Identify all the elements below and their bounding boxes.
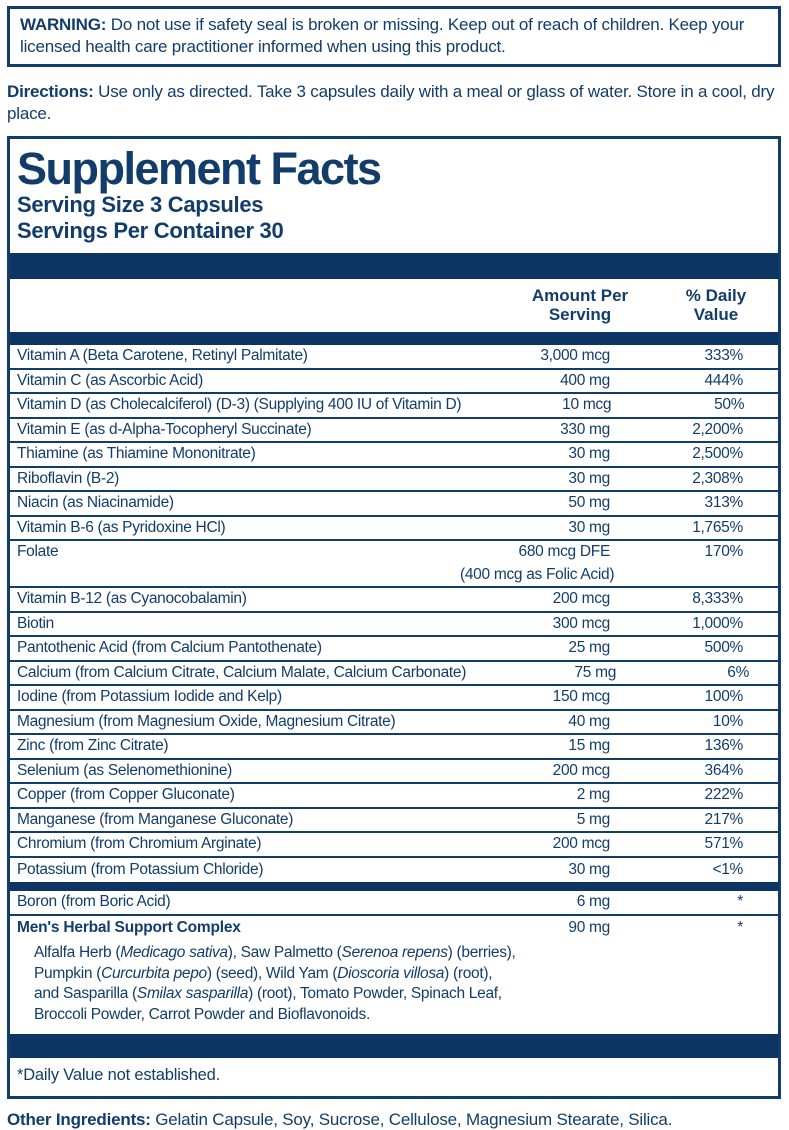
nutrient-daily-value: * [737, 918, 743, 936]
latin-name: Medicago sativa [120, 944, 228, 961]
nutrient-amount: 2 mg [576, 786, 610, 803]
nutrient-daily-value: 313% [704, 494, 743, 511]
description-text: ) (root), [444, 964, 493, 982]
nutrient-row [10, 686, 778, 711]
nutrient-row [10, 588, 778, 613]
nutrient-name: Copper (from Copper Gluconate) [17, 786, 235, 803]
nutrient-row [10, 858, 778, 883]
nutrient-name: Chromium (from Chromium Arginate) [17, 835, 262, 852]
nutrient-name: Calcium (from Calcium Citrate, Calcium Malate, Calcium Carbonate) [17, 663, 467, 681]
nutrient-row [10, 833, 778, 858]
nutrient-amount-line2: (400 mcg as Folic Acid) [460, 565, 615, 583]
latin-name: Curcurbita pepo [101, 964, 207, 982]
other-ingredients-label: Other Ingredients: [7, 1110, 151, 1129]
nutrient-daily-value: * [737, 893, 743, 910]
nutrient-daily-value: 136% [704, 737, 743, 754]
nutrient-name: Niacin (as Niacinamide) [17, 494, 174, 511]
supplement-facts-title: Supplement Facts [17, 143, 381, 194]
nutrient-row [10, 891, 778, 916]
description-text: Pumpkin ( [34, 964, 102, 982]
description-text: ) (root), Tomato Powder, Spinach Leaf, [248, 985, 502, 1002]
nutrient-daily-value: 50% [714, 396, 745, 413]
nutrient-name: Folate [17, 543, 59, 560]
nutrient-name: Boron (from Boric Acid) [17, 893, 171, 910]
nutrient-amount: 10 mcg [562, 396, 612, 413]
nutrient-amount: 330 mg [560, 420, 610, 438]
nutrient-amount: 300 mcg [552, 614, 610, 632]
daily-value-footnote: *Daily Value not established. [17, 1066, 221, 1084]
nutrient-name: Selenium (as Selenomethionine) [17, 761, 233, 779]
nutrient-name: Vitamin E (as d-Alpha-Tocopheryl Succinate) [17, 420, 312, 438]
description-text: ) (berries), [447, 944, 516, 961]
warning-label: WARNING: [20, 15, 107, 34]
nutrient-daily-value: 571% [704, 835, 743, 852]
supplement-facts-header [10, 139, 778, 253]
nutrient-name: Vitamin A (Beta Carotene, Retinyl Palmitate) [17, 347, 308, 364]
nutrient-row [10, 419, 778, 444]
nutrient-name: Vitamin B-6 (as Pyridoxine HCl) [17, 518, 226, 536]
nutrient-daily-value: 1,765% [692, 518, 743, 536]
nutrient-name: Zinc (from Zinc Citrate) [17, 737, 169, 754]
nutrient-name: Pantothenic Acid (from Calcium Pantothenate) [17, 639, 322, 656]
nutrient-daily-value: 2,308% [692, 469, 743, 487]
nutrient-amount: 200 mcg [552, 835, 610, 852]
directions-text: Use only as directed. Take 3 capsules daily with a meal or glass of water. Store in a cool, dry place. [7, 82, 775, 123]
facts-rows [10, 345, 778, 1034]
nutrient-amount: 90 mg [568, 918, 610, 936]
nutrient-daily-value: 10% [712, 712, 743, 730]
nutrient-daily-value: <1% [712, 860, 743, 878]
nutrient-amount: 30 mg [568, 860, 610, 878]
nutrient-name: Iodine (from Potassium Iodide and Kelp) [17, 688, 282, 705]
nutrient-amount: 30 mg [568, 518, 610, 536]
nutrient-amount: 400 mg [560, 371, 610, 389]
column-header-daily-value: % Daily Value [685, 286, 747, 324]
nutrient-daily-value: 2,500% [692, 445, 743, 462]
nutrient-row [10, 916, 778, 941]
description-text: ), Saw Palmetto ( [227, 944, 342, 961]
nutrient-row [10, 760, 778, 785]
nutrient-row [10, 637, 778, 662]
nutrient-row [10, 345, 778, 370]
nutrient-daily-value: 500% [704, 639, 743, 656]
nutrient-daily-value: 333% [704, 347, 743, 364]
nutrient-row [10, 443, 778, 468]
nutrient-amount-line1: 680 mcg DFE [518, 543, 610, 560]
nutrient-amount: 150 mcg [552, 688, 610, 705]
latin-name: Serenoa repens [341, 944, 448, 961]
supplement-facts-panel [7, 136, 781, 1099]
description-text: ) (seed), Wild Yam ( [206, 964, 338, 982]
latin-name: Smilax sasparilla [136, 985, 249, 1002]
nutrient-daily-value: 6% [727, 663, 750, 681]
directions [7, 81, 781, 124]
description-text: Broccoli Powder, Carrot Powder and Bioflavonoids. [34, 1005, 370, 1023]
divider-bar-header [10, 332, 778, 345]
nutrient-name: Men's Herbal Support Complex [17, 918, 241, 936]
nutrient-row [10, 394, 778, 419]
divider-bar-bottom [10, 1034, 778, 1058]
nutrient-daily-value: 364% [704, 761, 743, 779]
description-text: and Sasparilla ( [34, 985, 137, 1002]
nutrient-daily-value: 1,000% [692, 614, 743, 632]
nutrient-daily-value: 170% [704, 543, 743, 560]
nutrient-amount: 5 mg [576, 810, 610, 828]
nutrient-amount: 3,000 mcg [540, 347, 610, 364]
other-ingredients [7, 1109, 781, 1130]
nutrient-row [10, 492, 778, 517]
nutrient-daily-value: 222% [704, 786, 743, 803]
nutrient-name: Vitamin C (as Ascorbic Acid) [17, 371, 203, 389]
nutrient-row [10, 370, 778, 395]
nutrient-amount [460, 541, 615, 586]
nutrient-amount: 25 mg [568, 639, 610, 656]
nutrient-row [10, 662, 778, 687]
latin-name: Dioscoria villosa [337, 964, 445, 982]
nutrient-name: Vitamin B-12 (as Cyanocobalamin) [17, 590, 247, 607]
nutrient-daily-value: 444% [704, 371, 743, 389]
description-text: Alfalfa Herb ( [34, 944, 121, 961]
divider-bar-section [10, 882, 778, 891]
nutrient-row [10, 711, 778, 736]
column-headers [10, 279, 778, 332]
nutrient-amount: 40 mg [568, 712, 610, 730]
nutrient-row [10, 735, 778, 760]
nutrient-row [10, 541, 778, 588]
nutrient-name: Vitamin D (as Cholecalciferol) (D-3) (Supplying 400 IU of Vitamin D) [17, 396, 462, 413]
directions-label: Directions: [7, 82, 94, 101]
herbal-complex-description [10, 940, 778, 1034]
nutrient-daily-value: 8,333% [692, 590, 743, 607]
divider-bar-top [10, 253, 778, 279]
nutrient-daily-value: 2,200% [692, 420, 743, 438]
other-ingredients-text: Gelatin Capsule, Soy, Sucrose, Cellulose, Magnesium Stearate, Silica. [150, 1110, 673, 1129]
nutrient-amount: 200 mcg [552, 590, 610, 607]
nutrient-daily-value: 217% [704, 810, 743, 828]
nutrient-row [10, 517, 778, 542]
nutrient-name: Biotin [17, 614, 54, 632]
supplement-label [0, 6, 789, 1129]
warning-box [7, 6, 781, 67]
nutrient-amount: 15 mg [568, 737, 610, 754]
nutrient-row [10, 613, 778, 638]
nutrient-daily-value: 100% [704, 688, 743, 705]
serving-size: Serving Size 3 Capsules [17, 192, 264, 217]
warning-text: Do not use if safety seal is broken or missing. Keep out of reach of children. Keep your licensed health care practitioner informed when using this product. [20, 15, 745, 56]
nutrient-name: Manganese (from Manganese Gluconate) [17, 810, 294, 828]
nutrient-row [10, 809, 778, 834]
nutrient-amount: 200 mcg [552, 761, 610, 779]
nutrient-amount: 6 mg [576, 893, 610, 910]
servings-per-container: Servings Per Container 30 [17, 218, 284, 243]
nutrient-name: Thiamine (as Thiamine Mononitrate) [17, 445, 256, 462]
nutrient-amount: 30 mg [568, 469, 610, 487]
nutrient-amount: 50 mg [568, 494, 610, 511]
nutrient-row [10, 468, 778, 493]
nutrient-name: Magnesium (from Magnesium Oxide, Magnesium Citrate) [17, 712, 396, 730]
nutrient-amount: 75 mg [574, 663, 617, 681]
nutrient-name: Riboflavin (B-2) [17, 469, 120, 487]
column-header-amount: Amount Per Serving [531, 286, 629, 324]
nutrient-amount: 30 mg [568, 445, 610, 462]
nutrient-row [10, 784, 778, 809]
nutrient-name: Potassium (from Potassium Chloride) [17, 860, 264, 878]
